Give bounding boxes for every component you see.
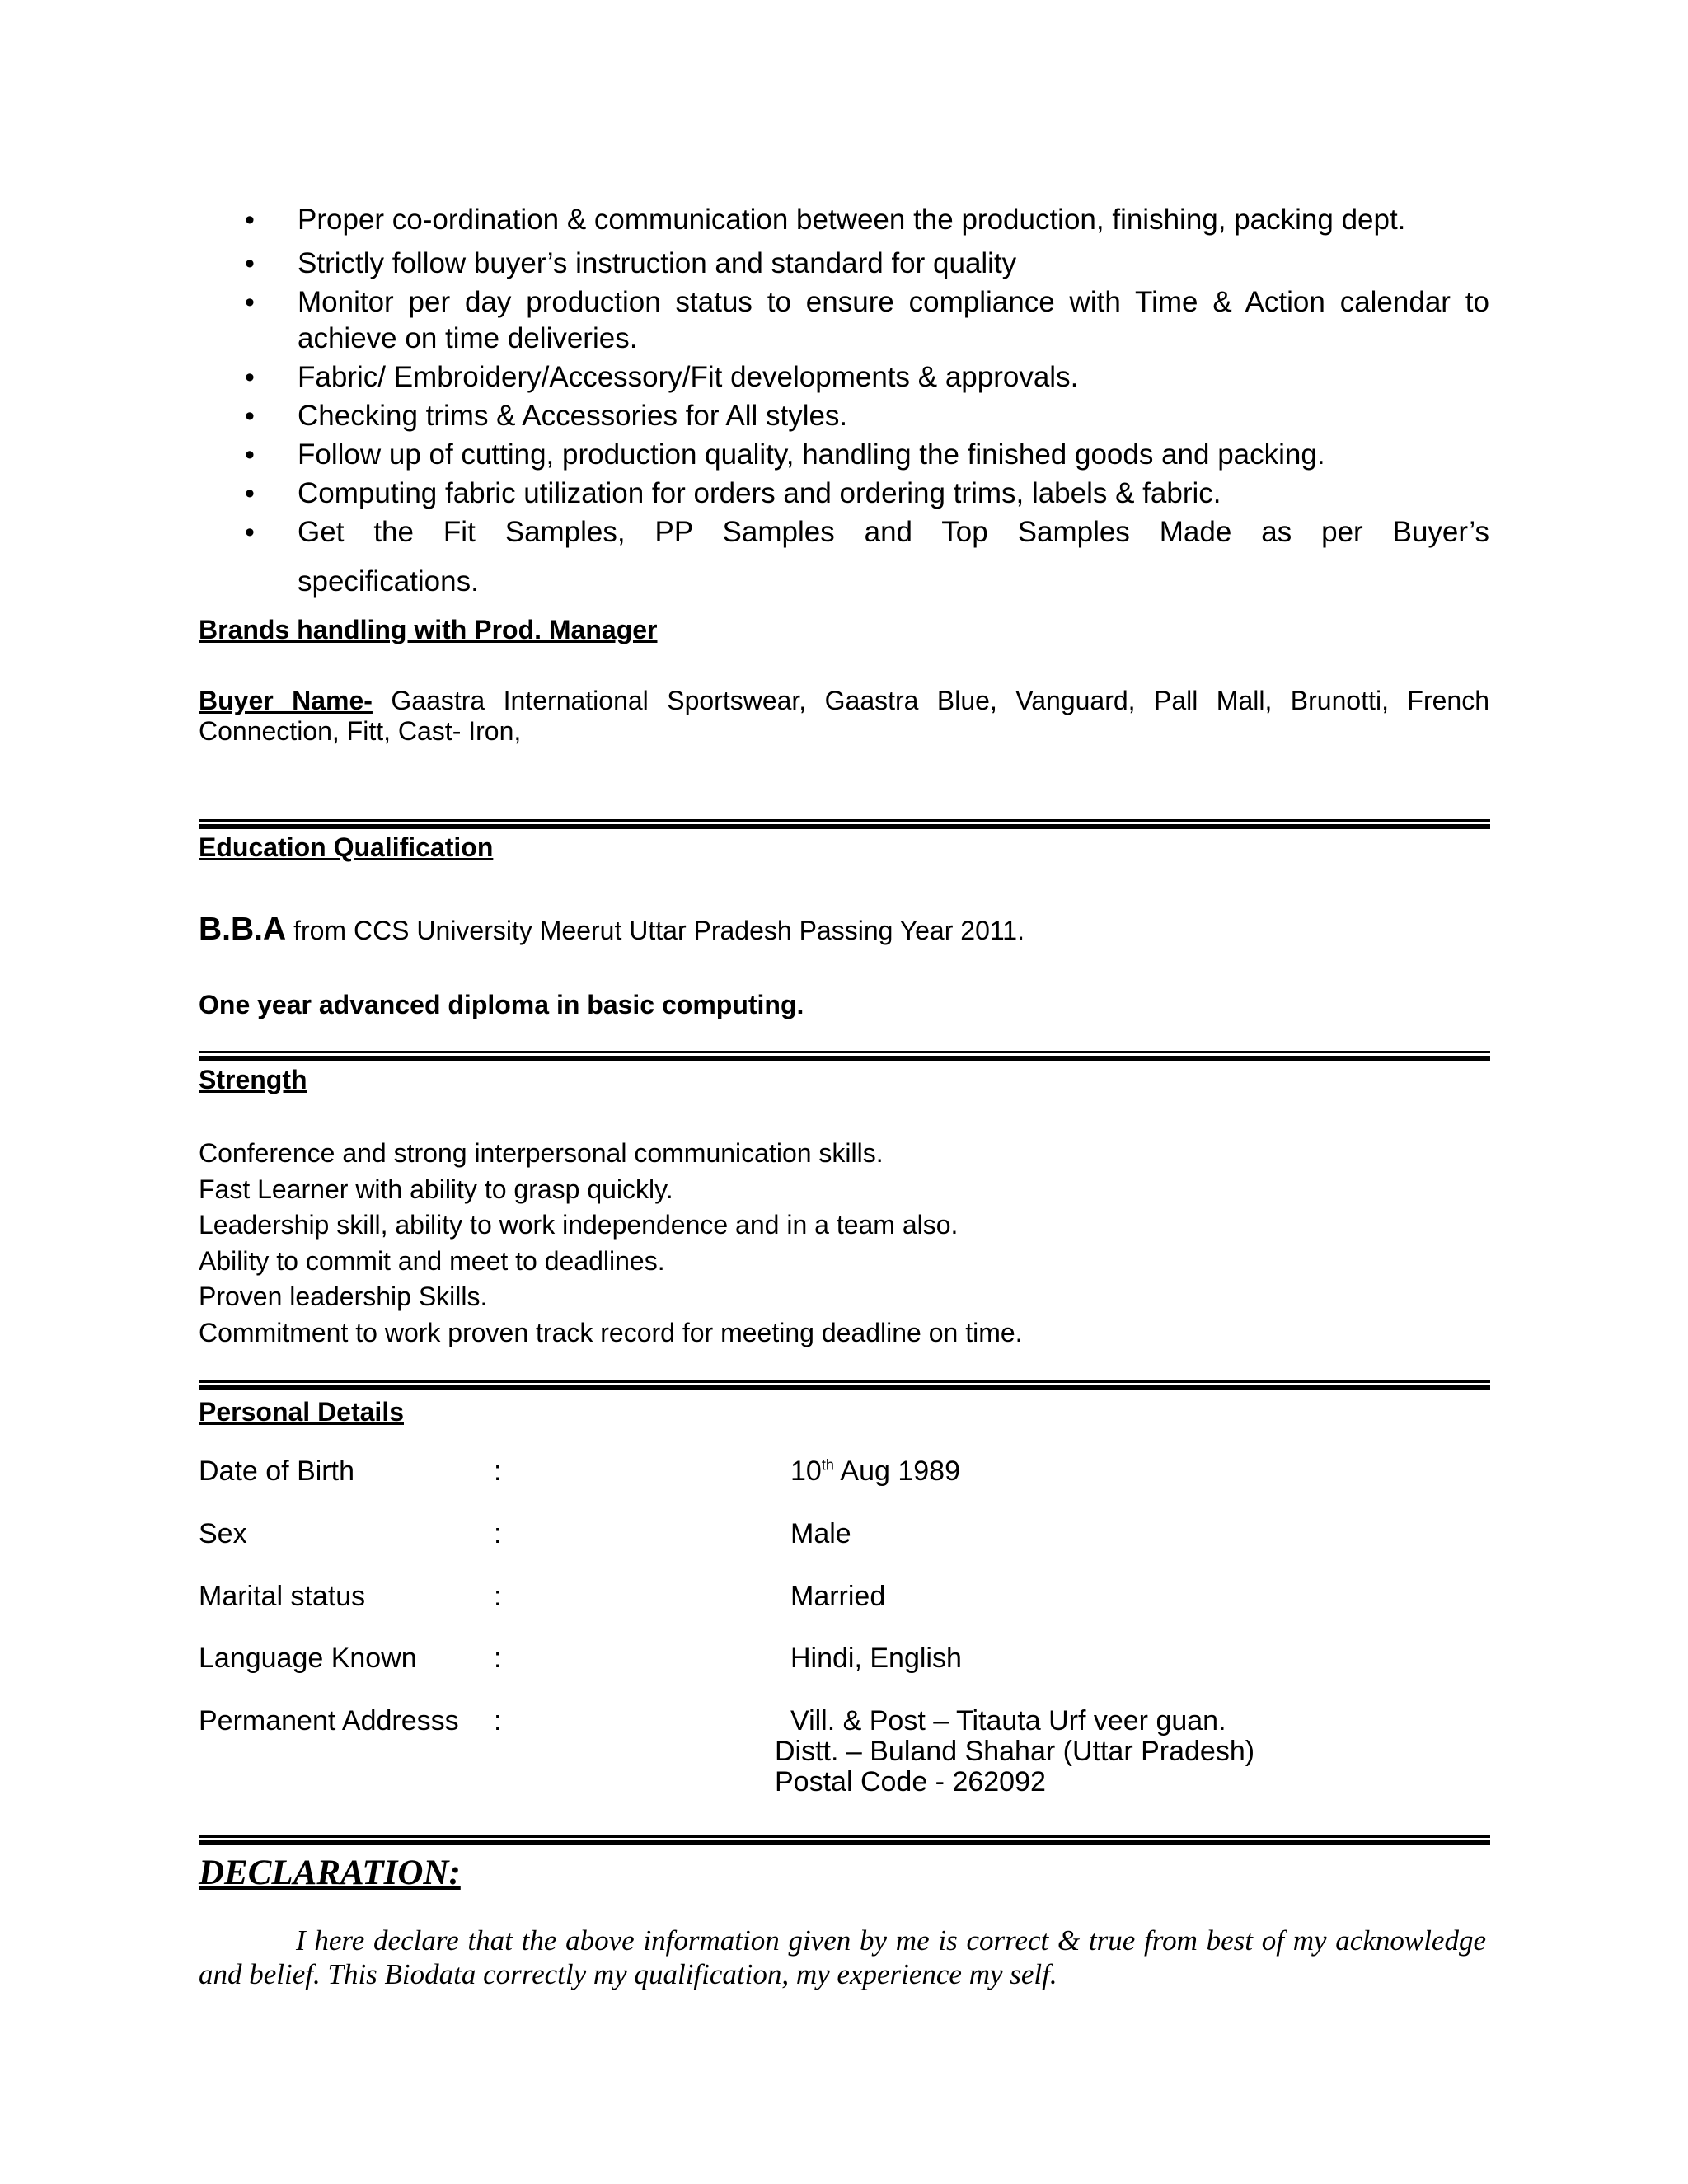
buyer-list: Gaastra International Sportswear, Gaastra Blue, Vanguard, Pall Mall, Brunotti, French Connection, Fitt, Cast- Iron, <box>199 686 1489 746</box>
section-divider <box>199 1835 1490 1845</box>
list-item: Commitment to work proven track record for meeting deadline on time. <box>199 1317 1023 1347</box>
list-item: Ability to commit and meet to deadlines. <box>199 1245 665 1276</box>
separator: : <box>494 1581 502 1612</box>
separator: : <box>494 1705 502 1736</box>
list-item: • Checking trims & Accessories for All styles. <box>199 398 1489 434</box>
language-label: Language Known <box>199 1643 417 1674</box>
address-row <box>199 1705 1489 1804</box>
address-line-1: Vill. & Post – Titauta Urf veer guan. <box>790 1705 1226 1736</box>
list-item: • Proper co-ordination & communication between the production, finishing, packing dept. <box>199 202 1489 238</box>
personal-details-heading: Personal Details <box>199 1397 404 1427</box>
list-item: • Monitor per day production status to ensure compliance with Time & Action calendar to achieve on time deliveries. <box>199 284 1489 357</box>
list-item: Conference and strong interpersonal communication skills. <box>199 1138 884 1168</box>
list-item: Leadership skill, ability to work independence and in a team also. <box>199 1210 959 1240</box>
section-divider <box>199 1380 1490 1390</box>
address-line-2: Distt. – Buland Shahar (Uttar Pradesh) <box>775 1736 1255 1767</box>
dob-value: 10th Aug 1989 <box>790 1455 960 1487</box>
list-item-continuation: specifications. <box>298 565 479 598</box>
list-item: • Fabric/ Embroidery/Accessory/Fit developments & approvals. <box>199 359 1489 396</box>
education-heading: Education Qualification <box>199 832 494 862</box>
list-item: • Strictly follow buyer’s instruction and standard for quality <box>199 246 1489 282</box>
brands-heading: Brands handling with Prod. Manager <box>199 615 658 644</box>
declaration-title: DECLARATION: <box>199 1854 461 1892</box>
list-item: • Follow up of cutting, production quality, handling the finished goods and packing. <box>199 437 1489 473</box>
degree: B.B.A <box>199 912 287 947</box>
degree-detail: from CCS University Meerut Uttar Pradesh Passing Year 2011. <box>293 916 1025 945</box>
strength-heading: Strength <box>199 1065 307 1094</box>
responsibilities-list <box>199 202 1489 553</box>
list-item: • Get the Fit Samples, PP Samples and Top Samples Made as per Buyer’s <box>199 514 1489 551</box>
section-divider <box>199 819 1490 829</box>
language-value: Hindi, English <box>790 1643 962 1674</box>
strength-list <box>199 1136 1023 1351</box>
degree-line <box>199 913 1025 947</box>
address-label: Permanent Addresss <box>199 1705 459 1736</box>
sex-value: Male <box>790 1518 851 1549</box>
separator: : <box>494 1643 502 1674</box>
address-line-3: Postal Code - 262092 <box>775 1766 1046 1797</box>
sex-label: Sex <box>199 1518 247 1549</box>
marital-value: Married <box>790 1581 886 1612</box>
list-item: Fast Learner with ability to grasp quickly. <box>199 1174 673 1204</box>
dob-label: Date of Birth <box>199 1455 354 1487</box>
section-divider <box>199 1051 1490 1061</box>
diploma-line: One year advanced diploma in basic computing. <box>199 990 804 1019</box>
list-item: Proven leadership Skills. <box>199 1282 488 1311</box>
list-item: • Computing fabric utilization for orders and ordering trims, labels & fabric. <box>199 476 1489 512</box>
buyer-name-paragraph <box>199 686 1489 747</box>
declaration-text: I here declare that the above information given by me is correct & true from best of my acknowledge and belief. This Biodata correctly my qualification, my experience my self. <box>199 1924 1486 1990</box>
buyer-name-label: Buyer Name- <box>199 686 373 715</box>
separator: : <box>494 1518 502 1549</box>
separator: : <box>494 1455 502 1487</box>
marital-label: Marital status <box>199 1581 366 1612</box>
